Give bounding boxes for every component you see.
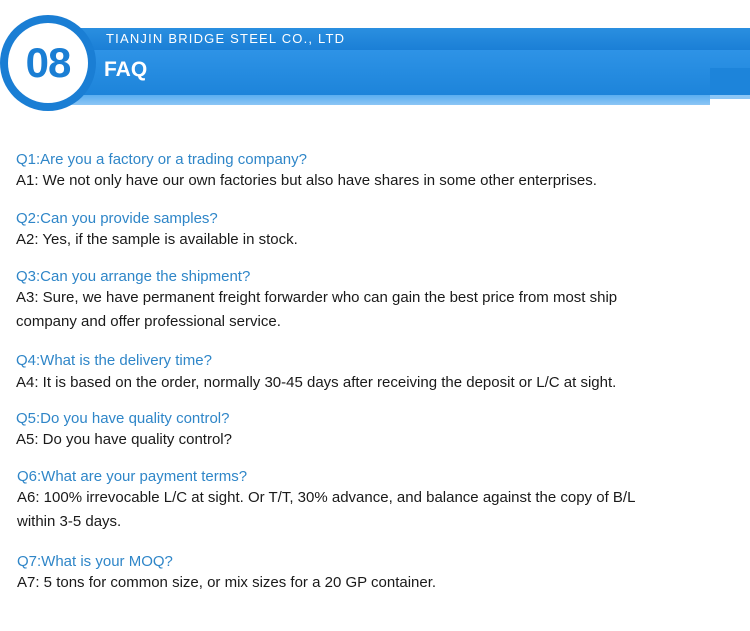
- faq-answer-4: A4: It is based on the order, normally 30-45 days after receiving the deposit or L/C at sight.: [16, 374, 617, 391]
- faq-banner: [0, 0, 750, 110]
- faq-question-6: Q6:What are your payment terms?: [17, 468, 248, 485]
- faq-answer-3-line-1: A3: Sure, we have permanent freight forwarder who can gain the best price from most ship: [16, 289, 618, 306]
- banner-step-underline: [710, 95, 750, 99]
- banner-main-bar: [60, 50, 750, 95]
- banner-underline: [60, 95, 710, 105]
- faq-question-7: Q7:What is your MOQ?: [17, 553, 173, 570]
- faq-answer-5: A5: Do you have quality control?: [16, 431, 232, 448]
- faq-answer-7: A7: 5 tons for common size, or mix sizes for a 20 GP container.: [17, 574, 437, 591]
- faq-question-5: Q5:Do you have quality control?: [16, 410, 230, 427]
- faq-answer-6-line-2: within 3-5 days.: [17, 513, 122, 530]
- company-name: TIANJIN BRIDGE STEEL CO., LTD: [106, 31, 346, 46]
- faq-answer-2: A2: Yes, if the sample is available in stock.: [16, 231, 298, 248]
- section-number-badge: [8, 23, 88, 103]
- faq-question-2: Q2:Can you provide samples?: [16, 210, 218, 227]
- faq-question-4: Q4:What is the delivery time?: [16, 352, 212, 369]
- faq-answer-6-line-1: A6: 100% irrevocable L/C at sight. Or T/T, 30% advance, and balance against the copy of B/L: [17, 489, 636, 506]
- faq-answer-1: A1: We not only have our own factories but also have shares in some other enterprises.: [16, 172, 597, 189]
- section-number: 08: [25, 39, 71, 86]
- section-title: FAQ: [104, 58, 148, 81]
- faq-question-3: Q3:Can you arrange the shipment?: [16, 268, 251, 285]
- banner-step: [710, 68, 750, 98]
- faq-answer-3-line-2: company and offer professional service.: [16, 313, 281, 330]
- faq-question-1: Q1:Are you a factory or a trading company?: [16, 151, 307, 168]
